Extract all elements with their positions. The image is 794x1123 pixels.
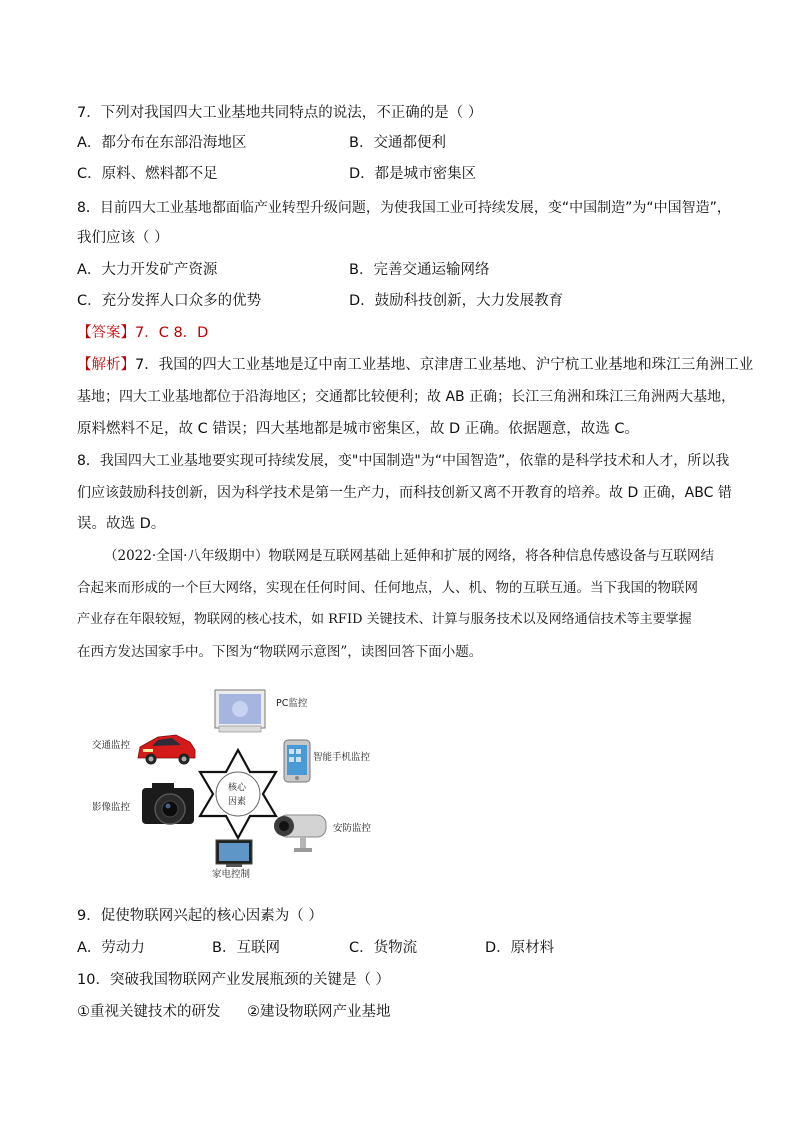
q9-option-a: A．劳动力 bbox=[77, 940, 145, 956]
passage-line4: 在西方发达国家手中。下图为“物联网示意图”，读图回答下面小题。 bbox=[77, 644, 483, 660]
q10-stem: 10．突破我国物联网产业发展瓶颈的关键是（ ） bbox=[77, 972, 391, 988]
tv-icon bbox=[216, 840, 252, 867]
label-phone-monitoring: 智能手机监控 bbox=[313, 752, 371, 763]
analysis-text-1: 7．我国的四大工业基地是辽中南工业基地、京津唐工业基地、沪宁杭工业基地和珠江三角洲工业 bbox=[135, 357, 754, 373]
q7-option-c: C．原料、燃料都不足 bbox=[77, 166, 218, 182]
q8-option-a: A．大力开发矿产资源 bbox=[77, 262, 218, 278]
q8-option-c: C．充分发挥人口众多的优势 bbox=[77, 293, 262, 309]
q8-stem-line2: 我们应该（ ） bbox=[77, 230, 169, 246]
analysis-tag: 【解析】 bbox=[77, 357, 135, 373]
smartphone-icon bbox=[284, 740, 310, 782]
analysis-line5: 们应该鼓励科技创新，因为科学技术是第一生产力，而科技创新又离不开教育的培养。故 D 正确，ABC 错 bbox=[77, 485, 732, 501]
q9-option-b: B．互联网 bbox=[212, 940, 280, 956]
passage-line2: 合起来而形成的一个巨大网络，实现在任何时间、任何地点，人、机、物的互联互通。当下我国的物联网 bbox=[77, 580, 698, 596]
q7-option-a: A．都分布在东部沿海地区 bbox=[77, 135, 247, 151]
q10-option-1: ①重视关键技术的研发 bbox=[77, 1004, 221, 1020]
passage-line3: 产业存在年限较短，物联网的核心技术，如 RFID 关键技术、计算与服务技术以及网络通信技术等主要掌握 bbox=[77, 612, 692, 627]
core-circle bbox=[216, 772, 260, 816]
core-label-line2: 因素 bbox=[228, 797, 247, 807]
answer-tag: 【答案】 bbox=[77, 325, 135, 341]
label-traffic-monitoring: 交通监控 bbox=[92, 740, 131, 751]
car-icon bbox=[138, 735, 195, 765]
security-camera-icon bbox=[274, 815, 326, 852]
q7-option-d: D．都是城市密集区 bbox=[349, 166, 477, 182]
label-image-monitoring: 影像监控 bbox=[92, 802, 131, 813]
label-appliance-control: 家电控制 bbox=[212, 869, 251, 880]
q9-stem: 9．促使物联网兴起的核心因素为（ ） bbox=[77, 908, 323, 924]
q7-option-b: B．交通都便利 bbox=[349, 135, 446, 151]
passage-line1: （2022·全国·八年级期中）物联网是互联网基础上延伸和扩展的网络，将各种信息传感设备与互联网结 bbox=[104, 548, 714, 564]
analysis-line4: 8．我国四大工业基地要实现可持续发展，变"中国制造"为“中国智造”，依靠的是科学技术和人才，所以我 bbox=[77, 453, 730, 469]
answer-text: 7．C 8．D bbox=[135, 325, 209, 341]
q9-option-d: D．原材料 bbox=[485, 940, 555, 956]
q9-option-c: C．货物流 bbox=[349, 940, 418, 956]
q8-option-b: B．完善交通运输网络 bbox=[349, 262, 490, 278]
analysis-line2: 基地；四大工业基地都位于沿海地区；交通都比较便利；故 AB 正确；长江三角洲和珠江三角洲两大基地， bbox=[77, 389, 736, 405]
label-security-monitoring: 安防监控 bbox=[333, 823, 372, 834]
core-label-line1: 核心 bbox=[228, 783, 247, 793]
label-pc-monitoring: PC监控 bbox=[276, 698, 308, 709]
q10-option-2: ②建设物联网产业基地 bbox=[247, 1004, 391, 1020]
analysis-line6: 误。故选 D。 bbox=[77, 516, 166, 532]
q8-option-d: D．鼓励科技创新，大力发展教育 bbox=[349, 293, 564, 309]
q7-stem: 7．下列对我国四大工业基地共同特点的说法，不正确的是（ ） bbox=[77, 105, 483, 121]
q8-stem-line1: 8．目前四大工业基地都面临产业转型升级问题，为使我国工业可持续发展，变“中国制造”为“中国智造”， bbox=[77, 200, 731, 216]
monitor-icon bbox=[215, 690, 265, 732]
camera-icon bbox=[142, 783, 194, 824]
analysis-line3: 原料燃料不足，故 C 错误；四大基地都是城市密集区，故 D 正确。依据题意，故选 C。 bbox=[77, 421, 639, 437]
